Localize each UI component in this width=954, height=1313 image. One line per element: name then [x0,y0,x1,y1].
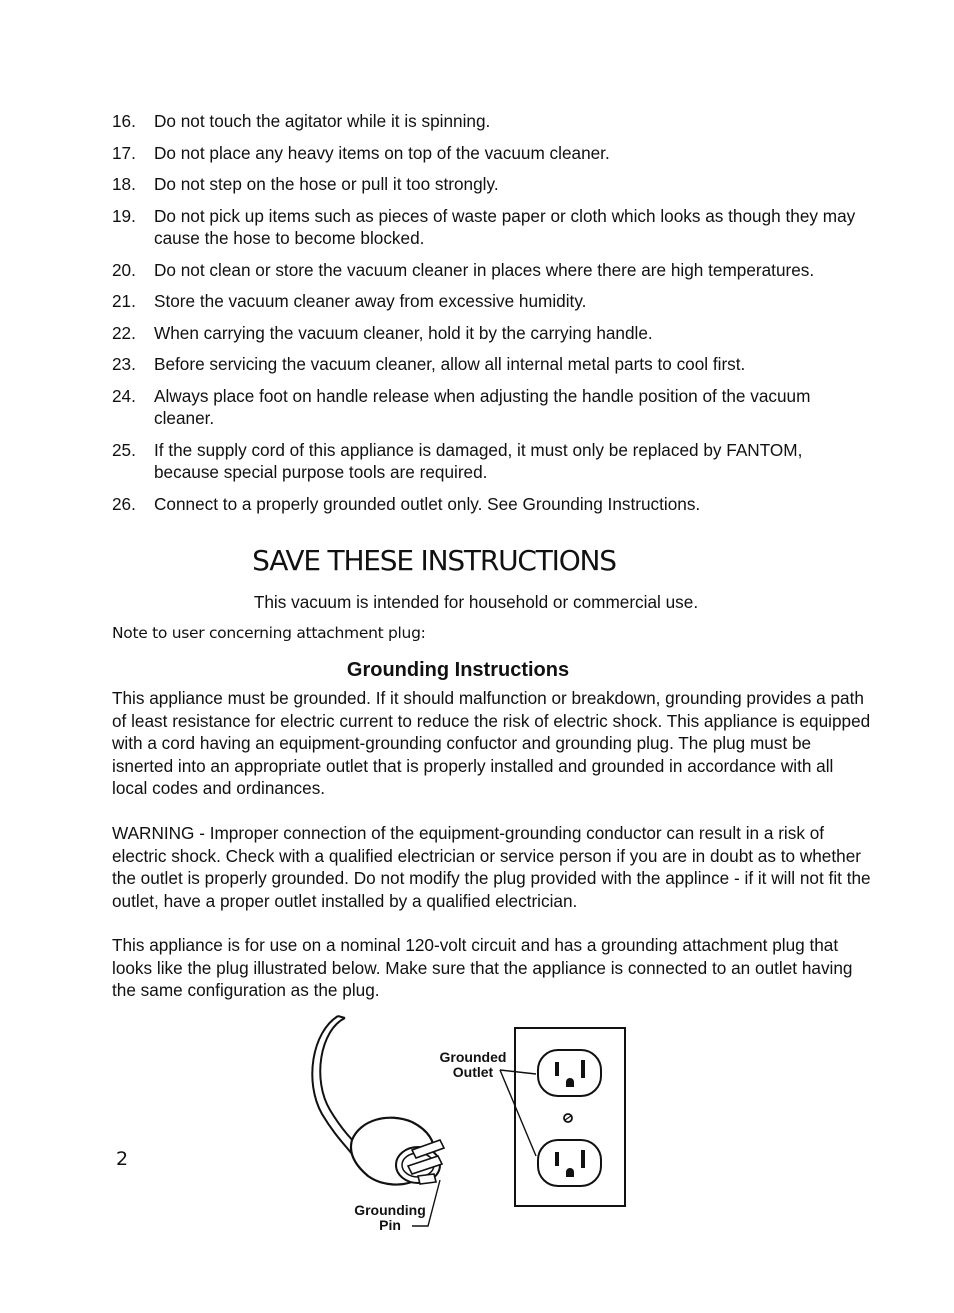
list-item [112,322,872,345]
list-item-text: Before servicing the vacuum cleaner, allow all internal metal parts to cool first. [154,354,746,374]
list-item-number: 19. [112,205,136,226]
list-item-number: 21. [112,291,136,311]
safety-instructions-list [112,110,872,524]
outlet-label: Outlet [452,1064,494,1080]
list-item-text: Connect to a properly grounded outlet only. See Grounding Instructions. [154,493,701,514]
list-item-number: 18. [112,174,136,194]
list-item [112,259,872,282]
list-item-text: When carrying the vacuum cleaner, hold it by the carrying handle. [154,322,653,343]
grounding-warning-paragraph: WARNING - Improper connection of the equipment-grounding conductor can result in a risk of electric shock. Check with a qualified electrician or service person if you are in doubt as to whether the outlet is properly grounded. Do not modify the plug provided with the applince - if it will not fit the outlet, have a proper outlet installed by a qualified electrician. [112,823,871,911]
grounding-plug-icon [351,1118,444,1185]
list-item-text: Always place foot on handle release when adjusting the handle position of the vacuum cleaner. [154,385,811,428]
list-item [112,353,872,376]
list-item-text: Do not pick up items such as pieces of waste paper or cloth which looks as though they may cause the hose to become blocked. [154,205,856,248]
list-item [112,290,872,313]
list-item-text: Do not place any heavy items on top of the vacuum cleaner. [154,142,610,163]
list-item-text: Do not touch the agitator while it is spinning. [154,111,491,131]
cord-icon [320,1018,362,1150]
list-item [112,110,872,133]
intended-use-text: This vacuum is intended for household or commercial use. [253,592,699,612]
list-item [112,205,872,250]
list-item [112,385,872,430]
grounded-label: Grounded [439,1049,507,1065]
list-item-number: 26. [112,493,136,514]
grounding-paragraph-1: This appliance must be grounded. If it should malfunction or breakdown, grounding provides a path of least resistance for electric current to reduce the risk of electric shock. This appliance is equipped with a cord having an equipment-grounding confuctor and grounding plug. The plug must be isnerted into an appropriate outlet that is properly installed and grounded in accordance with all local codes and ordinances. [112,688,871,798]
list-item-text: Do not step on the hose or pull it too strongly. [154,174,499,194]
grounded-outlet-icon [515,1028,625,1206]
grounding-paragraph-3: This appliance is for use on a nominal 120-volt circuit and has a grounding attachment plug that looks like the plug illustrated below. Make sure that the appliance is connected to an outlet having the same configuration as the plug. [112,935,853,1000]
list-item-number: 16. [112,111,136,131]
save-instructions-heading: SAVE THESE INSTRUCTIONS [252,544,616,577]
list-item-text: If the supply cord of this appliance is damaged, it must only be replaced by FANTOM, because special purpose tools are required. [154,439,803,482]
list-item-number: 23. [112,354,136,374]
grounding-label: Grounding [354,1202,426,1218]
list-item-number: 24. [112,385,136,406]
list-item-text: Do not clean or store the vacuum cleaner in places where there are high temperatures. [154,259,815,280]
list-item-text: Store the vacuum cleaner away from excessive humidity. [154,291,587,311]
list-item [112,173,872,196]
list-item-number: 25. [112,439,136,460]
list-item [112,142,872,165]
list-item-number: 20. [112,259,136,280]
grounding-instructions-heading: Grounding Instructions [346,659,570,681]
list-item [112,439,872,484]
page-number: 2 [116,1148,129,1170]
list-item [112,493,872,516]
list-item-number: 22. [112,322,136,343]
pin-label: Pin [379,1217,401,1233]
plug-outlet-illustration [300,1010,640,1235]
attachment-plug-note: Note to user concerning attachment plug: [112,624,426,642]
list-item-number: 17. [112,142,136,163]
